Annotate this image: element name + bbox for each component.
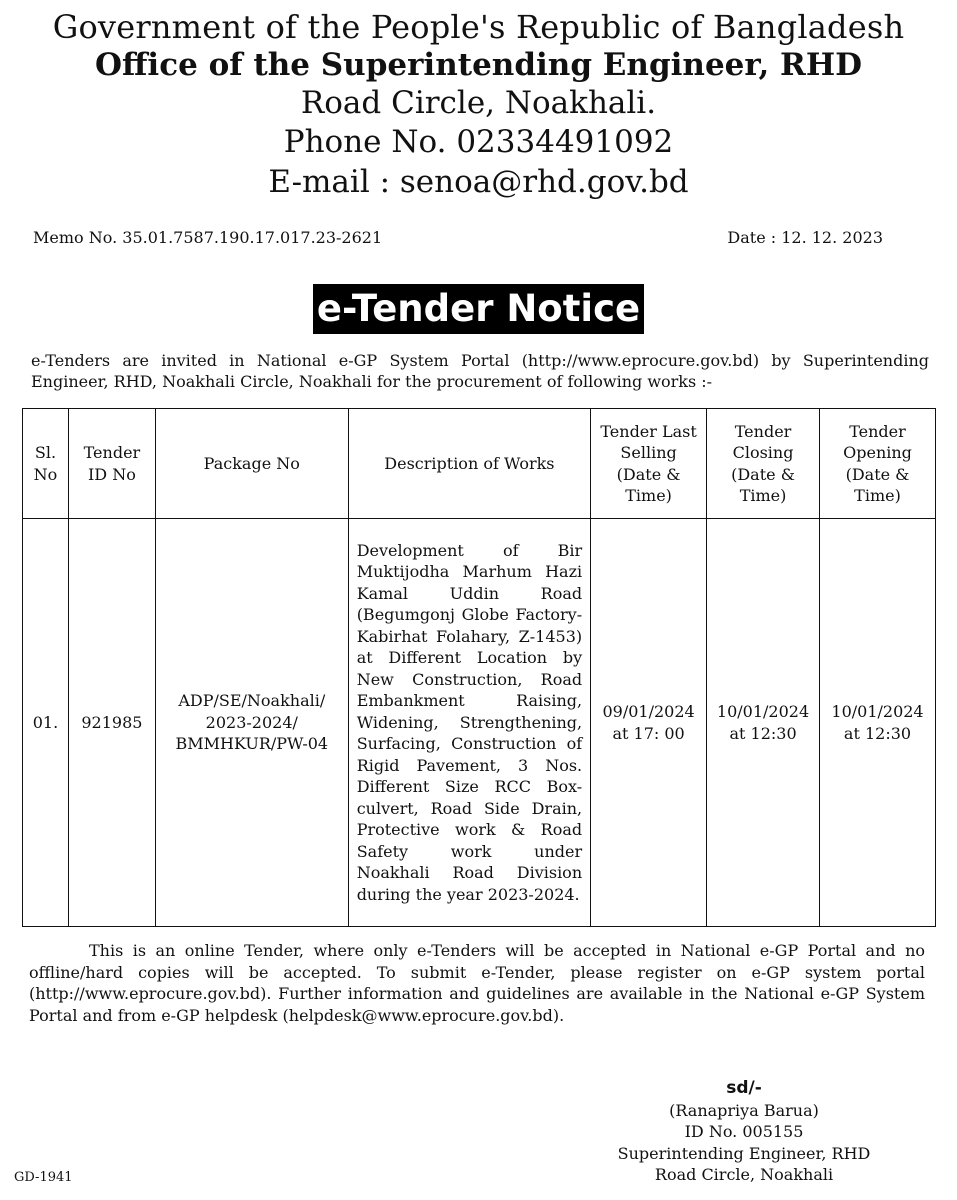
- signature-block: [600, 1078, 888, 1186]
- cell-tender-id: 921985: [68, 519, 155, 927]
- signature-mark: sd/-: [726, 1078, 762, 1098]
- title-block: [0, 284, 957, 334]
- intro-paragraph: e-Tenders are invited in National e-GP System Portal (http://www.eprocure.gov.bd) by Superintending Engineer, RHD, Noakhali Circle, Noakhali for the procurement of following works :-: [31, 351, 929, 391]
- header-description: Description of Works: [348, 409, 590, 519]
- circle-heading: Road Circle, Noakhali.: [300, 85, 657, 121]
- government-heading: Government of the People's Republic of Bangladesh: [52, 8, 905, 46]
- footer-paragraph: This is an online Tender, where only e-Tenders will be accepted in National e-GP Portal and no offline/hard copies will be accepted. To submit e-Tender, please register on e-GP system portal (http://www.eprocure.gov.bd). Further information and guidelines are available in the National e-GP System Portal and from e-GP helpdesk (helpdesk@www.eprocure.gov.bd).: [29, 941, 925, 1025]
- table-header-row: [23, 409, 936, 519]
- signatory-designation: Superintending Engineer, RHD: [617, 1143, 871, 1163]
- table-row: [23, 519, 936, 927]
- cell-opening: 10/01/2024 at 12:30: [820, 519, 936, 927]
- cell-description: Development of Bir Muktijodha Marhum Hazi Kamal Uddin Road (Begumgonj Globe Factory-Kabirhat Folahary, Z-1453) at Different Location by New Construction, Road Embankment Raising, Widening, Strengthening, Surfacing, Construction of Rigid Pavement, 3 Nos. Different Size RCC Box-culvert, Road Side Drain, Protective work & Road Safety work under Noakhali Road Division during the year 2023-2024.: [348, 519, 590, 927]
- email-line: E-mail : senoa@rhd.gov.bd: [268, 164, 689, 200]
- letterhead: [0, 8, 957, 202]
- tender-table: [22, 408, 936, 927]
- signatory-id: ID No. 005155: [684, 1122, 804, 1141]
- cell-closing: 10/01/2024 at 12:30: [707, 519, 820, 927]
- office-heading: Office of the Superintending Engineer, RHD: [94, 47, 862, 83]
- memo-number: Memo No. 35.01.7587.190.17.017.23-2621: [33, 228, 383, 247]
- phone-line: Phone No. 02334491092: [283, 124, 674, 160]
- header-sl-no: Sl. No: [23, 409, 69, 519]
- notice-date: Date : 12. 12. 2023: [727, 228, 883, 247]
- signatory-name: (Ranapriya Barua): [669, 1100, 819, 1120]
- publication-code: GD-1941: [14, 1170, 73, 1185]
- header-tender-id: Tender ID No: [68, 409, 155, 519]
- header-opening: Tender Opening (Date & Time): [820, 409, 936, 519]
- cell-sl-no: 01.: [23, 519, 69, 927]
- cell-package-no: ADP/SE/Noakhali/ 2023-2024/ BMMHKUR/PW-04: [155, 519, 348, 927]
- signatory-office: Road Circle, Noakhali: [654, 1165, 834, 1184]
- header-closing: Tender Closing (Date & Time): [707, 409, 820, 519]
- notice-title: e-Tender Notice: [313, 284, 644, 334]
- header-last-selling: Tender Last Selling (Date & Time): [591, 409, 707, 519]
- header-package-no: Package No: [155, 409, 348, 519]
- cell-last-selling: 09/01/2024 at 17: 00: [591, 519, 707, 927]
